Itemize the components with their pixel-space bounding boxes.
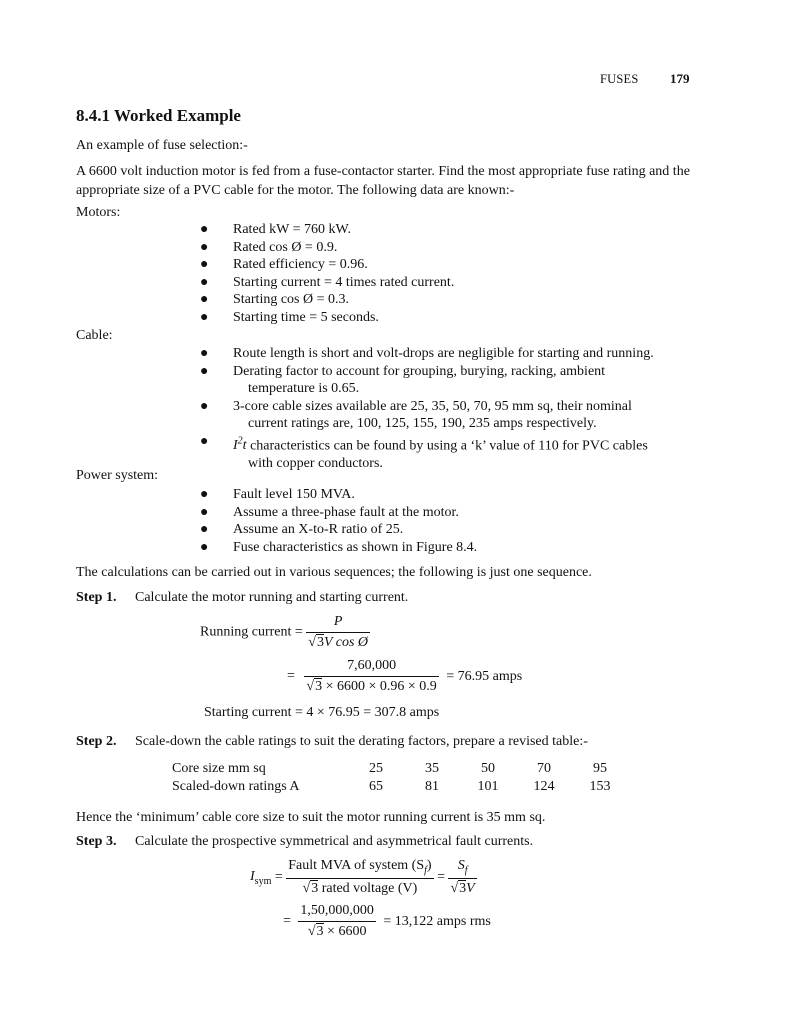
list-item-text: Starting current = 4 times rated current. bbox=[233, 274, 455, 290]
list-item: ● Rated efficiency = 0.96. bbox=[200, 257, 368, 272]
list-item-text: Derating factor to account for grouping, burying, racking, ambient bbox=[233, 363, 606, 379]
list-item-text: 3-core cable sizes available are 25, 35, 50, 70, 95 mm sq, their nominal bbox=[233, 398, 632, 414]
isym-formula: $I_{sym}$ = $\frac{Fault MVA of system (S_f)}{\text{√3 rated voltage (V)}}$ = $\frac{S_f}{√3V}$ bbox=[250, 858, 475, 896]
step1-text: Calculate the motor running and starting current. bbox=[135, 590, 409, 605]
problem-paragraph: A 6600 volt induction motor is fed from a fuse-contactor starter. Find the most appropriate fuse rating and the appropriate size of a PVC cable for the motor. The following data are known:- bbox=[76, 164, 690, 198]
list-item-continuation: temperature is 0.65. bbox=[248, 381, 360, 396]
list-item: ● Starting cos Ø = 0.3. bbox=[200, 292, 349, 307]
running-header-section: FUSES bbox=[600, 72, 639, 86]
running-current-result: = 76.95 amps bbox=[446, 668, 523, 684]
list-item-text: Starting time = 5 seconds. bbox=[233, 309, 379, 325]
table-cell: 65 bbox=[369, 779, 383, 794]
list-item: ● Assume a three-phase fault at the motor. bbox=[200, 504, 459, 520]
isym-calc-fraction: $\frac{1,50,000,000}{√3 \times 6600}$ bbox=[300, 903, 374, 939]
list-item-text: characteristics can be found by using a ‘k’ value of 110 for PVC cables bbox=[246, 438, 648, 454]
row-header: Scaled-down ratings A bbox=[172, 779, 300, 794]
list-item-text: Route length is short and volt-drops are negligible for starting and running. bbox=[233, 346, 654, 361]
list-item-text: Assume an X-to-R ratio of 25. bbox=[233, 522, 404, 537]
list-item: ● Assume an X-to-R ratio of 25. bbox=[200, 522, 404, 537]
isym-symbol: $I_{sym}$ bbox=[250, 868, 272, 887]
list-item: ● Rated kW = 760 kW. bbox=[200, 222, 351, 237]
calc-fraction: $\frac{7,60,000}{√3 \times 6600 \times 0.96 \times 0.9}$ bbox=[306, 658, 437, 694]
table-cell: 50 bbox=[481, 761, 495, 776]
step3-text: Calculate the prospective symmetrical and asymmetrical fault currents. bbox=[135, 834, 534, 849]
table-cell: 101 bbox=[477, 779, 499, 794]
list-item-text: Fuse characteristics as shown in Figure 8.4. bbox=[233, 539, 478, 555]
list-item-text: Starting cos Ø = 0.3. bbox=[233, 292, 349, 307]
step3-label: Step 3. bbox=[76, 834, 117, 849]
list-item-text: Fault level 150 MVA. bbox=[233, 487, 355, 502]
isym-calculation: = $\frac{1,50,000,000}{√3 \times 6600}$ = 13,122 amps rms bbox=[283, 903, 491, 939]
list-item: ● Starting time = 5 seconds. bbox=[200, 309, 379, 325]
step2-conclusion: Hence the ‘minimum’ cable core size to suit the motor running current is 35 mm sq. bbox=[76, 810, 546, 825]
list-item: ● Derating factor to account for grouping, burying, racking, ambient temperature is 0.65. bbox=[200, 363, 713, 398]
list-item-text: Rated efficiency = 0.96. bbox=[233, 257, 368, 272]
derated-cable-table bbox=[172, 760, 628, 796]
intro-paragraph: An example of fuse selection:- bbox=[76, 138, 248, 153]
sequence-note: The calculations can be carried out in various sequences; the following is just one sequence. bbox=[76, 565, 592, 580]
running-current-label: Running current = bbox=[200, 624, 303, 640]
list-item-text: Rated kW = 760 kW. bbox=[233, 222, 351, 237]
section-heading: 8.4.1 Worked Example bbox=[76, 106, 241, 125]
step2-text: Scale-down the cable ratings to suit the derating factors, prepare a revised table:- bbox=[135, 734, 588, 749]
motors-list bbox=[200, 221, 713, 326]
table-cell: 95 bbox=[593, 761, 607, 776]
motors-label: Motors: bbox=[76, 205, 121, 220]
list-item-text: Assume a three-phase fault at the motor. bbox=[233, 504, 459, 520]
fault-mva-fraction: $\frac{Fault MVA of system (S_f)}{\text{√3 rated voltage (V)}}$ bbox=[288, 858, 432, 896]
list-item-text: Rated cos Ø = 0.9. bbox=[233, 239, 338, 255]
cable-label: Cable: bbox=[76, 328, 113, 343]
table-cell: 81 bbox=[425, 779, 439, 794]
isym-result: = 13,122 amps rms bbox=[383, 913, 491, 929]
formula-fraction: $\frac{P}{\text{√3V cos Ø}}$ bbox=[308, 614, 369, 650]
step2-label: Step 2. bbox=[76, 734, 117, 749]
power-system-list bbox=[200, 486, 713, 556]
page-number: 179 bbox=[670, 71, 690, 86]
list-item: ● Fault level 150 MVA. bbox=[200, 487, 355, 502]
running-current-calculation: = $\frac{7,60,000}{√3 \times 6600 \times 0.96 \times 0.9}$ = 76.95 amps bbox=[287, 658, 523, 694]
table-cell: 70 bbox=[537, 761, 551, 776]
table-row bbox=[172, 760, 628, 778]
table-cell: 124 bbox=[533, 779, 555, 794]
list-item-continuation: current ratings are, 100, 125, 155, 190, 235 amps respectively. bbox=[248, 416, 597, 431]
table-cell: 35 bbox=[425, 761, 439, 776]
list-item: ● Route length is short and volt-drops are negligible for starting and running. bbox=[200, 346, 654, 361]
list-item: ● Starting current = 4 times rated current. bbox=[200, 274, 455, 290]
power-system-label: Power system: bbox=[76, 468, 159, 483]
list-item: ● Rated cos Ø = 0.9. bbox=[200, 239, 338, 255]
row-header: Core size mm sq bbox=[172, 761, 266, 776]
i2t-symbol: $I^2t$ bbox=[233, 435, 247, 454]
sf-fraction: $\frac{S_f}{√3V}$ bbox=[450, 858, 475, 896]
starting-current: Starting current = 4 × 76.95 = 307.8 amps bbox=[204, 705, 440, 720]
cable-list bbox=[200, 345, 713, 472]
step1-label: Step 1. bbox=[76, 590, 117, 605]
table-cell: 153 bbox=[589, 779, 611, 794]
list-item-continuation: with copper conductors. bbox=[248, 455, 383, 471]
list-item: ● $I^2t$ characteristics can be found by using a ‘k’ value of 110 for PVC cables with copper conductors. bbox=[200, 433, 713, 473]
running-current-formula bbox=[200, 614, 370, 651]
list-item: ● Fuse characteristics as shown in Figure 8.4. bbox=[200, 539, 478, 555]
table-cell: 25 bbox=[369, 761, 383, 776]
table-row bbox=[172, 778, 628, 796]
list-item: ● 3-core cable sizes available are 25, 35, 50, 70, 95 mm sq, their nominal current ratings are, 100, 125, 155, 190, 235 amps respectively. bbox=[200, 398, 713, 433]
